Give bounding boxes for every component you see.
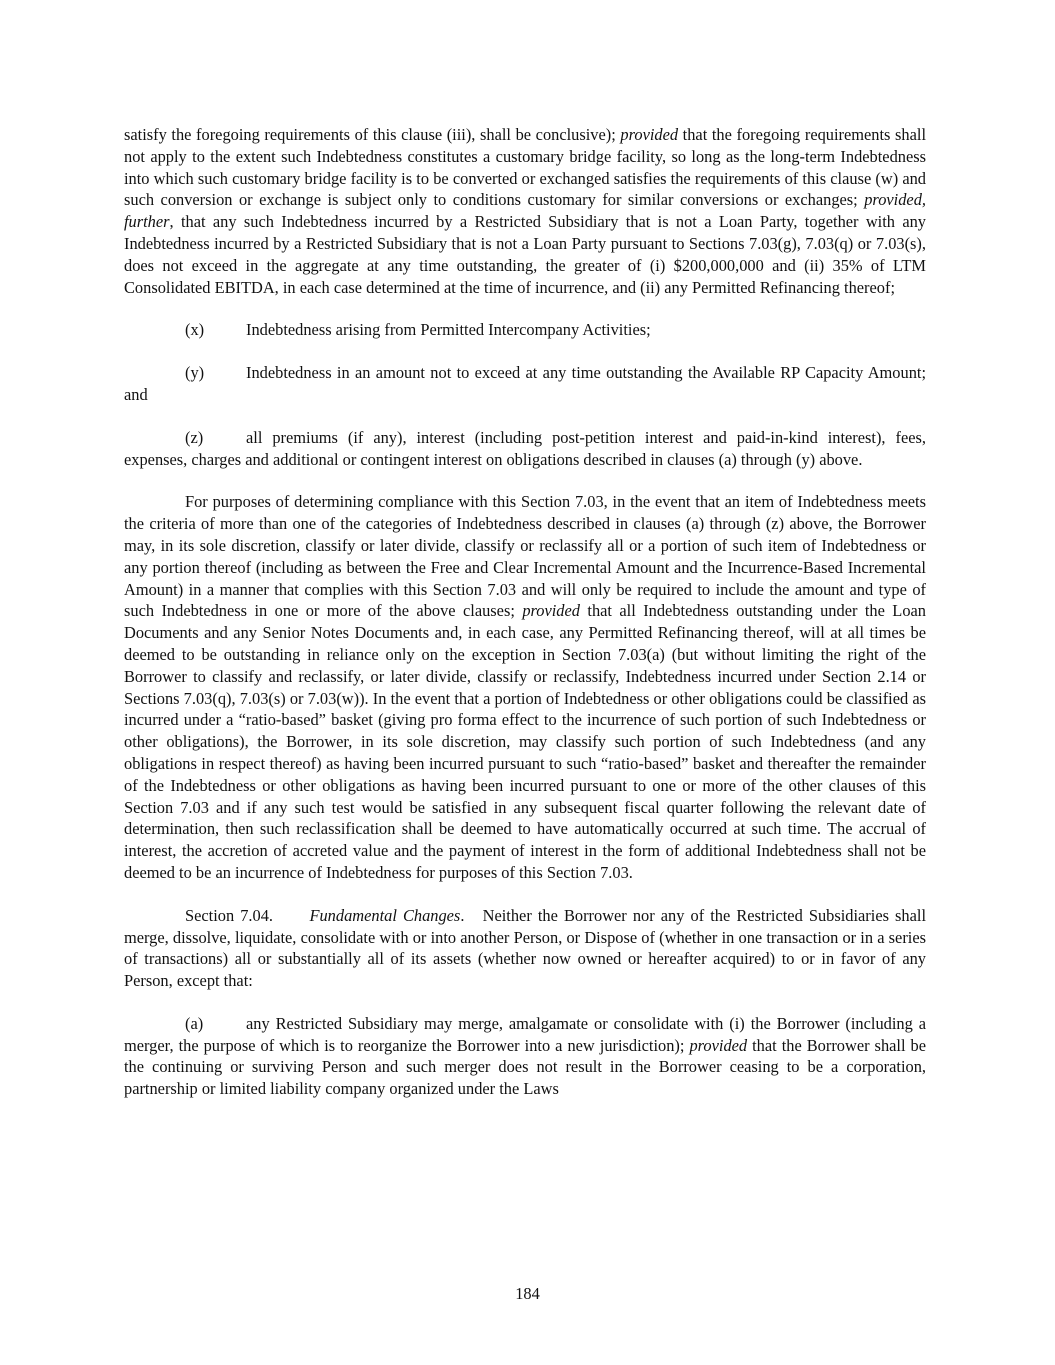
- clause-z: [124, 427, 926, 471]
- section-title: Fundamental Changes: [309, 905, 461, 925]
- continuation-text-1: satisfy the foregoing requirements of this clause (iii), shall be conclusive);: [124, 125, 621, 144]
- clause-y-label: (y): [185, 363, 205, 383]
- clause-y: [124, 362, 926, 406]
- document-page: [124, 124, 926, 1100]
- clause-a-text-1: any Restricted Subsidiary may merge, amalgamate or consolidate with (i) the Borrower (including a merger, the purpose of which is to reorganize the Borrower into a new jurisdiction);: [124, 1013, 926, 1055]
- continuation-provided: provided: [620, 125, 679, 144]
- purposes-text-2: that all Indebtedness outstanding under the Loan Documents and any Senior Notes Documents and, in each case, any Permitted Refinancing thereof, will at all times be deemed to be outstanding in reliance only on the exception in Section 7.03(a) (but without limiting the right of the Borrower to classify and reclassify, or later divide, classify or reclassify, Indebtedness incurred under Section 2.14 or Sections 7.03(q), 7.03(s) or 7.03(w)). In the event that a portion of Indebtedness or other obligations could be classified as incurred under a “ratio-based” basket (giving pro forma effect to the incurrence of such portion of such Indebtedness or other obligations), the Borrower, in its sole discretion, may classify such portion of such Indebtedness (and any obligations in respect thereof) as having been incurred pursuant to such “ratio-based” basket and thereafter the remainder of the Indebtedness or other obligations as having been incurred pursuant to one or more of the other clauses of this Section 7.03 and if any such test would be satisfied in any subsequent fiscal quarter following the relevant date of determination, then such reclassification shall be deemed to have automatically occurred at such time. The accrual of interest, the accretion of accreted value and the payment of interest in the form of additional Indebtedness shall not be deemed to be an incurrence of Indebtedness for purposes of this Section 7.03.: [124, 601, 926, 882]
- clause-a: [124, 1013, 926, 1100]
- section-7-04: [124, 905, 926, 992]
- clause-x-text: Indebtedness arising from Permitted Intercompany Activities;: [246, 320, 651, 340]
- clause-a-text-2: that the Borrower shall be the continuing or surviving Person and such merger does not result in the Borrower ceasing to be a corporation, partnership or limited liability company organized under the Laws: [124, 1035, 926, 1099]
- clause-y-text: Indebtedness in an amount not to exceed at any time outstanding the Available RP Capacity Amount; and: [124, 363, 926, 404]
- continuation-provided-further: provided, further: [124, 190, 926, 232]
- continuation-text-2: that the foregoing requirements shall not apply to the extent such Indebtedness constitutes a customary bridge facility, so long as the long-term Indebtedness into which such customary bridge facility is to be converted or exchanged satisfies the requirements of this clause (w) and such conversion or exchange is subject only to conditions customary for similar conversions or exchanges;: [124, 125, 926, 210]
- clause-x: [124, 319, 926, 341]
- clause-a-provided: provided: [689, 1035, 748, 1055]
- clause-z-label: (z): [185, 427, 204, 447]
- clause-z-text: all premiums (if any), interest (including post-petition interest and paid-in-kind interest), fees, expenses, charges and additional or contingent interest on obligations described in clauses (a) through (y) above.: [124, 427, 926, 469]
- section-text: Neither the Borrower nor any of the Restricted Subsidiaries shall merge, dissolve, liquidate, consolidate with or into another Person, or Dispose of (whether in one transaction or in a series of transactions) all or substantially all of its assets (whether now owned or hereafter acquired) to or in favor of any Person, except that:: [124, 905, 926, 991]
- section-title-period: .: [460, 905, 465, 925]
- clause-x-label: (x): [185, 320, 205, 340]
- section-number: Section 7.04.: [185, 905, 274, 925]
- continuation-paragraph: [124, 124, 926, 298]
- purposes-text-1: For purposes of determining compliance with this Section 7.03, in the event that an item of Indebtedness meets the criteria of more than one of the categories of Indebtedness described in clauses (a) through (z) above, the Borrower may, in its sole discretion, classify or later divide, classify or reclassify all or a portion of such item of Indebtedness or any portion thereof (including as between the Free and Clear Incremental Amount and the Incurrence-Based Incremental Amount) in a manner that complies with this Section 7.03 and will only be required to include the amount and type of such Indebtedness in one or more of the above clauses;: [124, 492, 926, 621]
- purposes-paragraph: [124, 491, 926, 883]
- clause-a-label: (a): [185, 1013, 204, 1033]
- page-number: 184: [515, 1284, 540, 1303]
- continuation-text-3: , that any such Indebtedness incurred by a Restricted Subsidiary that is not a Loan Party, together with any Indebtedness incurred by a Restricted Subsidiary that is not a Loan Party pursuant to Sections 7.03(g), 7.03(q) or 7.03(s), does not exceed in the aggregate at any time outstanding, the greater of (i) $200,000,000 and (ii) 35% of LTM Consolidated EBITDA, in each case determined at the time of incurrence, and (ii) any Permitted Refinancing thereof;: [124, 212, 926, 297]
- purposes-provided: provided: [522, 601, 580, 621]
